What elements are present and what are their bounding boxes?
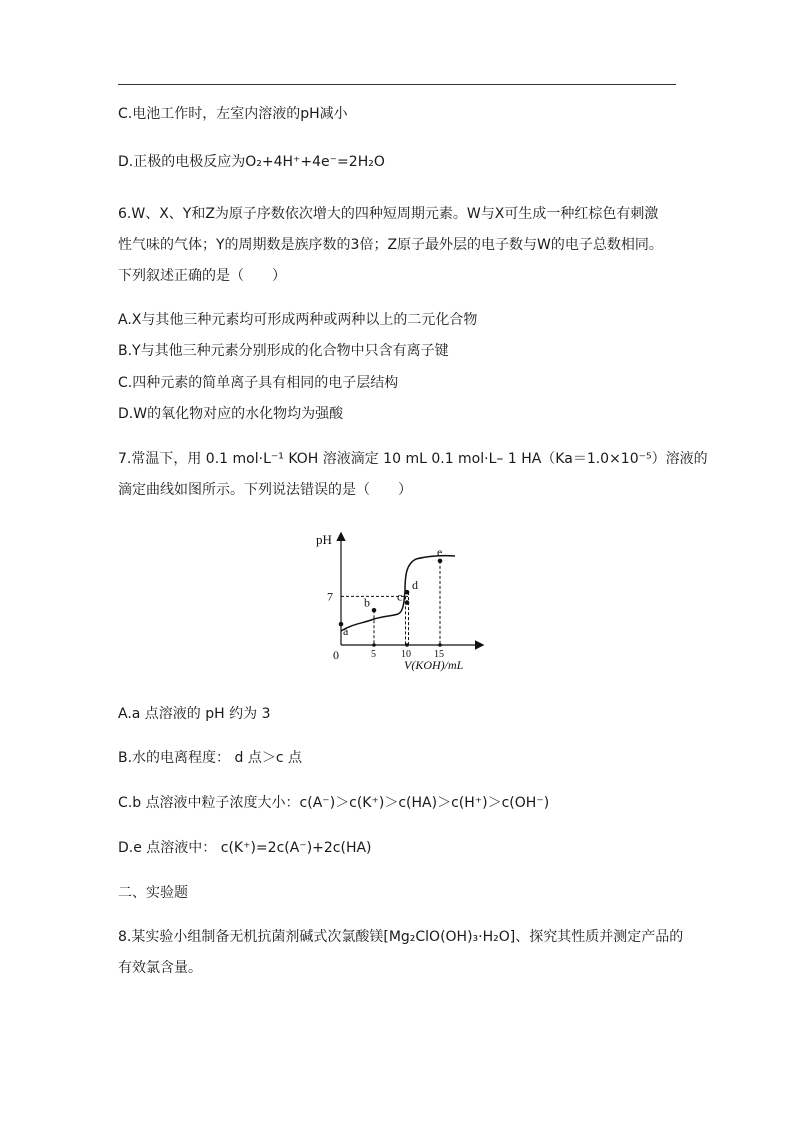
q6-stem-line-2: 性气味的气体；Y的周期数是族序数的3倍；Z原子最外层的电子数与W的电子总数相同。	[118, 237, 663, 253]
point-label-d: d	[412, 578, 418, 593]
x-tick-mark-5	[372, 643, 376, 647]
q5-option-d: D.正极的电极反应为O₂+4H⁺+4e⁻=2H₂O	[118, 154, 385, 170]
q7-stem-line-1: 7.常温下，用 0.1 mol·L⁻¹ KOH 溶液滴定 10 mL 0.1 mol·L– 1 HA（Ka＝1.0×10⁻⁵）溶液的	[118, 451, 708, 467]
q6-option-a: A.X与其他三种元素均可形成两种或两种以上的二元化合物	[118, 312, 478, 328]
x-tick-mark-15	[438, 643, 442, 647]
x-tick-label-5: 5	[371, 649, 376, 660]
q8-stem-line-2: 有效氯含量。	[118, 960, 202, 976]
data-points	[339, 545, 443, 638]
point-label-e: e	[437, 544, 443, 559]
q7-option-d: D.e 点溶液中： c(K⁺)=2c(A⁻)+2c(HA)	[118, 840, 372, 856]
q8-stem-line-1: 8.某实验小组制备无机抗菌剂碱式次氯酸镁[Mg₂ClO(OH)₃·H₂O]、探究其性质并测定产品的	[118, 929, 684, 945]
y-tick-label-7: 7	[327, 589, 333, 604]
origin-label: 0	[333, 648, 339, 662]
q7-option-b: B.水的电离程度： d 点＞c 点	[118, 750, 302, 766]
q7-option-c: C.b 点溶液中粒子浓度大小：c(A⁻)＞c(K⁺)＞c(HA)＞c(H⁺)＞c(OH⁻)	[118, 795, 550, 811]
q7-option-a: A.a 点溶液的 pH 约为 3	[118, 706, 271, 722]
q6-stem-line-3: 下列叙述正确的是（ ）	[118, 268, 286, 284]
point-label-a: a	[343, 624, 349, 639]
x-tick-mark-10	[405, 643, 409, 647]
q6-stem-line-1: 6.W、X、Y和Z为原子序数依次增大的四种短周期元素。W与X可生成一种红棕色有刺激	[118, 206, 659, 222]
x-axis-label: V(KOH)/mL	[404, 658, 464, 672]
y-axis-label: pH	[316, 532, 332, 547]
q6-option-b: B.Y与其他三种元素分别形成的化合物中只含有离子键	[118, 343, 449, 359]
x-tick-label-15: 15	[434, 649, 444, 660]
point-e	[438, 559, 443, 564]
q7-stem-line-2: 滴定曲线如图所示。下列说法错误的是（ ）	[118, 482, 412, 498]
q6-option-d: D.W的氧化物对应的水化物均为强酸	[118, 406, 344, 422]
guide-lines	[341, 561, 440, 645]
q6-option-c: C.四种元素的简单离子具有相同的电子层结构	[118, 375, 399, 391]
x-tick-label-10: 10	[401, 649, 411, 660]
point-c	[405, 600, 410, 605]
point-b	[372, 608, 377, 613]
point-d	[405, 590, 410, 595]
point-label-c: c	[397, 589, 403, 604]
header-rule	[118, 84, 676, 85]
section-heading-experiment: 二、实验题	[118, 885, 188, 901]
titration-chart	[300, 528, 485, 676]
point-label-b: b	[364, 595, 370, 610]
q5-option-c: C.电池工作时，左室内溶液的pH减小	[118, 106, 348, 122]
